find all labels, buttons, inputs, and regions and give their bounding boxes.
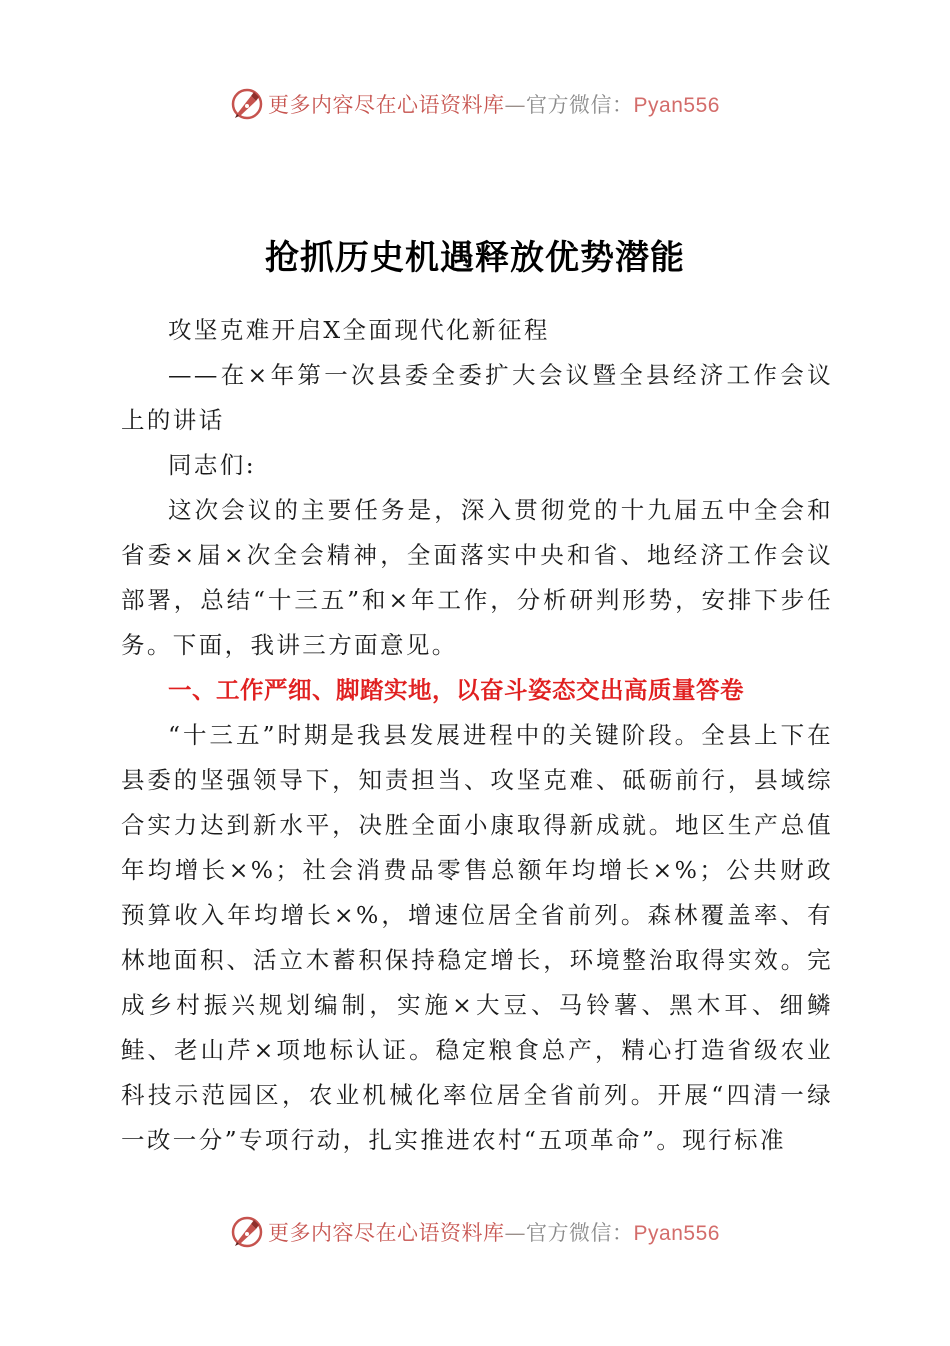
watermark-label: 官方微信： [526,1221,634,1245]
section-1-heading: 一、工作严细、脚踏实地，以奋斗姿态交出高质量答卷 [168,676,744,704]
salutation: 同志们: [168,451,257,479]
watermark-separator: — [504,1221,527,1245]
document-occasion: ——在×年第一次县委全委扩大会议暨全县经济工作会议上的讲话 [121,361,833,434]
watermark-wechat-id: Pyan556 [633,94,720,117]
document-title: 抢抓历史机遇释放优势潜能 [265,238,685,278]
footer-watermark [0,1210,950,1254]
pen-nib-logo-icon [230,87,264,121]
section-1-paragraph: “十三五”时期是我县发展进程中的关键阶段。全县上下在县委的坚强领导下，知责担当、攻坚克难、砥砺前行，县域综合实力达到新水平，决胜全面小康取得新成就。地区生产总值年均增长×%；社会消费品零售总额年均增长×%；公共财政预算收入年均增长×%，增速位居全省前列。森林覆盖率、有林地面积、活立木蓄积保持稳定增长，环境整治取得实效。完成乡村振兴规划编制，实施×大豆、马铃薯、黑木耳、细鳞鲑、老山芹×项地标认证。稳定粮食总产，精心打造省级农业科技示范园区，农业机械化率位居全省前列。开展“四清一绿一改一分”专项行动，扎实推进农村“五项革命”。现行标准 [121,721,833,1154]
watermark-text [268,1217,720,1247]
watermark-text [268,89,720,119]
watermark-site-text: 更多内容尽在心语资料库 [268,1221,505,1245]
watermark-separator: — [504,93,527,117]
intro-paragraph: 这次会议的主要任务是，深入贯彻党的十九届五中全会和省委×届×次全会精神，全面落实中央和省、地经济工作会议部署，总结“十三五”和×年工作，分析研判形势，安排下步任务。下面，我讲三方面意见。 [121,496,833,659]
document-body [121,308,833,1163]
watermark-label: 官方微信： [526,93,634,117]
watermark-wechat-id: Pyan556 [633,1222,720,1245]
document-subtitle: 攻坚克难开启X全面现代化新征程 [168,316,550,344]
header-watermark [0,82,950,126]
watermark-site-text: 更多内容尽在心语资料库 [268,93,505,117]
pen-nib-logo-icon [230,1215,264,1249]
